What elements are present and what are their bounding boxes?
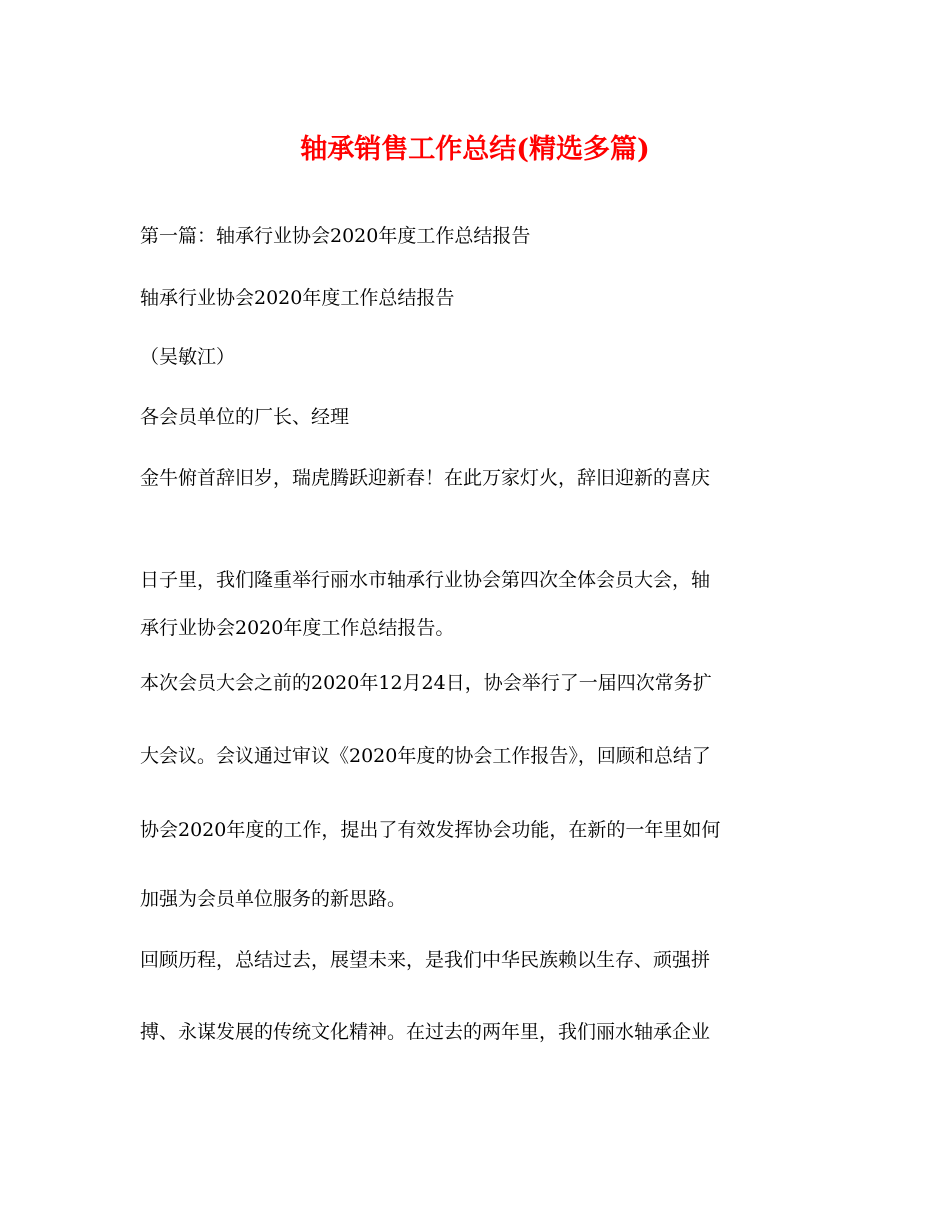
- report-title: 轴承行业协会2020年度工作总结报告: [140, 287, 455, 309]
- paragraph-line: 加强为会员单位服务的新思路。: [140, 888, 407, 910]
- salutation: 各会员单位的厂长、经理: [140, 406, 350, 428]
- paragraph-line: 金牛俯首辞旧岁，瑞虎腾跃迎新春！在此万家灯火，辞旧迎新的喜庆: [140, 467, 711, 489]
- paragraph-line: 日子里，我们隆重举行丽水市轴承行业协会第四次全体会员大会，轴: [140, 569, 711, 591]
- paragraph-line: 本次会员大会之前的2020年12月24日，协会举行了一届四次常务扩: [140, 672, 712, 694]
- paragraph-line: 搏、永谋发展的传统文化精神。在过去的两年里，我们丽水轴承企业: [140, 1021, 711, 1043]
- section-heading: 第一篇：轴承行业协会2020年度工作总结报告: [140, 225, 531, 247]
- document-title: 轴承销售工作总结(精选多篇): [300, 134, 650, 165]
- paragraph-line: 回顾历程，总结过去，展望未来，是我们中华民族赖以生存、顽强拼: [140, 949, 711, 971]
- paragraph-line: 大会议。会议通过审议《2020年度的协会工作报告》，回顾和总结了: [140, 745, 711, 767]
- author-name: （吴敏江）: [140, 346, 236, 368]
- paragraph-line: 协会2020年度的工作，提出了有效发挥协会功能，在新的一年里如何: [140, 819, 721, 841]
- paragraph-line: 承行业协会2020年度工作总结报告。: [140, 617, 455, 639]
